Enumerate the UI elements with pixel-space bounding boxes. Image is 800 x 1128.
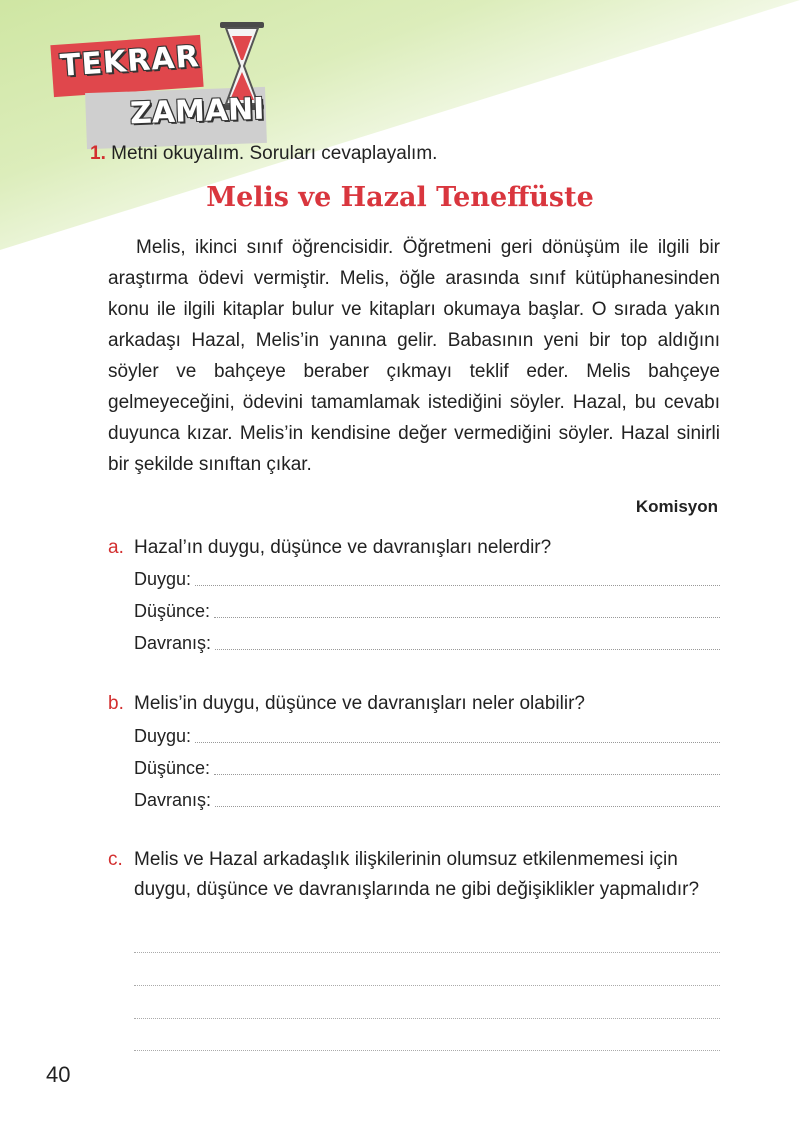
answer-line[interactable] [214, 616, 720, 618]
question-letter: a. [108, 537, 124, 558]
answer-line[interactable] [215, 648, 720, 650]
badge-title-tekrar: TEKRAR [58, 39, 201, 84]
answer-field-dusunce-b[interactable] [134, 755, 720, 779]
answer-field-duygu-b[interactable] [134, 723, 720, 747]
field-label: Duygu: [134, 726, 192, 746]
question-a [108, 537, 551, 559]
field-label: Duygu: [134, 569, 192, 589]
story-text: Melis, ikinci sınıf öğrencisidir. Öğretmeni geri dönüşüm ile ilgili bir araştırma ödevi vermiştir. Melis, öğle arasında sınıf kütüphanesinden konu ile ilgili kitaplar bulur ve kitapları okumaya başlar. O sırada yakın arkadaşı Hazal, Melis’in yanına gelir. Babasının yeni bir top aldığını söyler ve bahçeye beraber çıkmayı teklif eder. Melis bahçeye gelmeyeceğini, ödevini tamamlamak istediğini söyler. Hazal, bu cevabı duyunca kızar. Melis’in kendisine değer vermediğini söyler. Hazal sinirli bir şekilde sınıftan çıkar. [108, 237, 720, 475]
question-text: Melis ve Hazal arkadaşlık ilişkilerinin olumsuz etkilenmemesi için duygu, düşünce ve davranışlarında ne gibi değişiklikler yapmalıdır? [134, 849, 700, 900]
instruction-number: 1. [90, 143, 106, 164]
question-letter: b. [108, 693, 124, 714]
answer-line-c-4[interactable] [134, 1050, 720, 1051]
field-label: Düşünce: [134, 601, 211, 621]
question-text: Melis’in duygu, düşünce ve davranışları neler olabilir? [134, 693, 585, 714]
badge-title-zamani: ZAMANI [129, 91, 265, 132]
answer-field-duygu-a[interactable] [134, 566, 720, 590]
answer-line[interactable] [214, 773, 720, 775]
answer-line-c-3[interactable] [134, 1018, 720, 1019]
answer-line-c-2[interactable] [134, 985, 720, 986]
story-title: Melis ve Hazal Teneffüste [206, 182, 594, 213]
answer-field-davranis-a[interactable] [134, 630, 720, 654]
instruction [90, 143, 437, 165]
question-c [108, 845, 720, 905]
question-text: Hazal’ın duygu, düşünce ve davranışları nelerdir? [134, 537, 552, 558]
story-source: Komisyon [635, 497, 718, 516]
answer-line-c-1[interactable] [134, 952, 720, 953]
answer-line[interactable] [215, 805, 720, 807]
page-number: 40 [46, 1062, 71, 1087]
question-letter: c. [108, 849, 123, 870]
field-label: Davranış: [134, 790, 212, 810]
answer-line[interactable] [195, 741, 720, 743]
tekrar-zamani-badge [52, 28, 282, 138]
answer-field-davranis-b[interactable] [134, 787, 720, 811]
instruction-text: Metni okuyalım. Soruları cevaplayalım. [111, 143, 438, 164]
field-label: Düşünce: [134, 758, 211, 778]
field-label: Davranış: [134, 633, 212, 653]
answer-field-dusunce-a[interactable] [134, 598, 720, 622]
question-b [108, 693, 585, 715]
answer-line[interactable] [195, 584, 720, 586]
